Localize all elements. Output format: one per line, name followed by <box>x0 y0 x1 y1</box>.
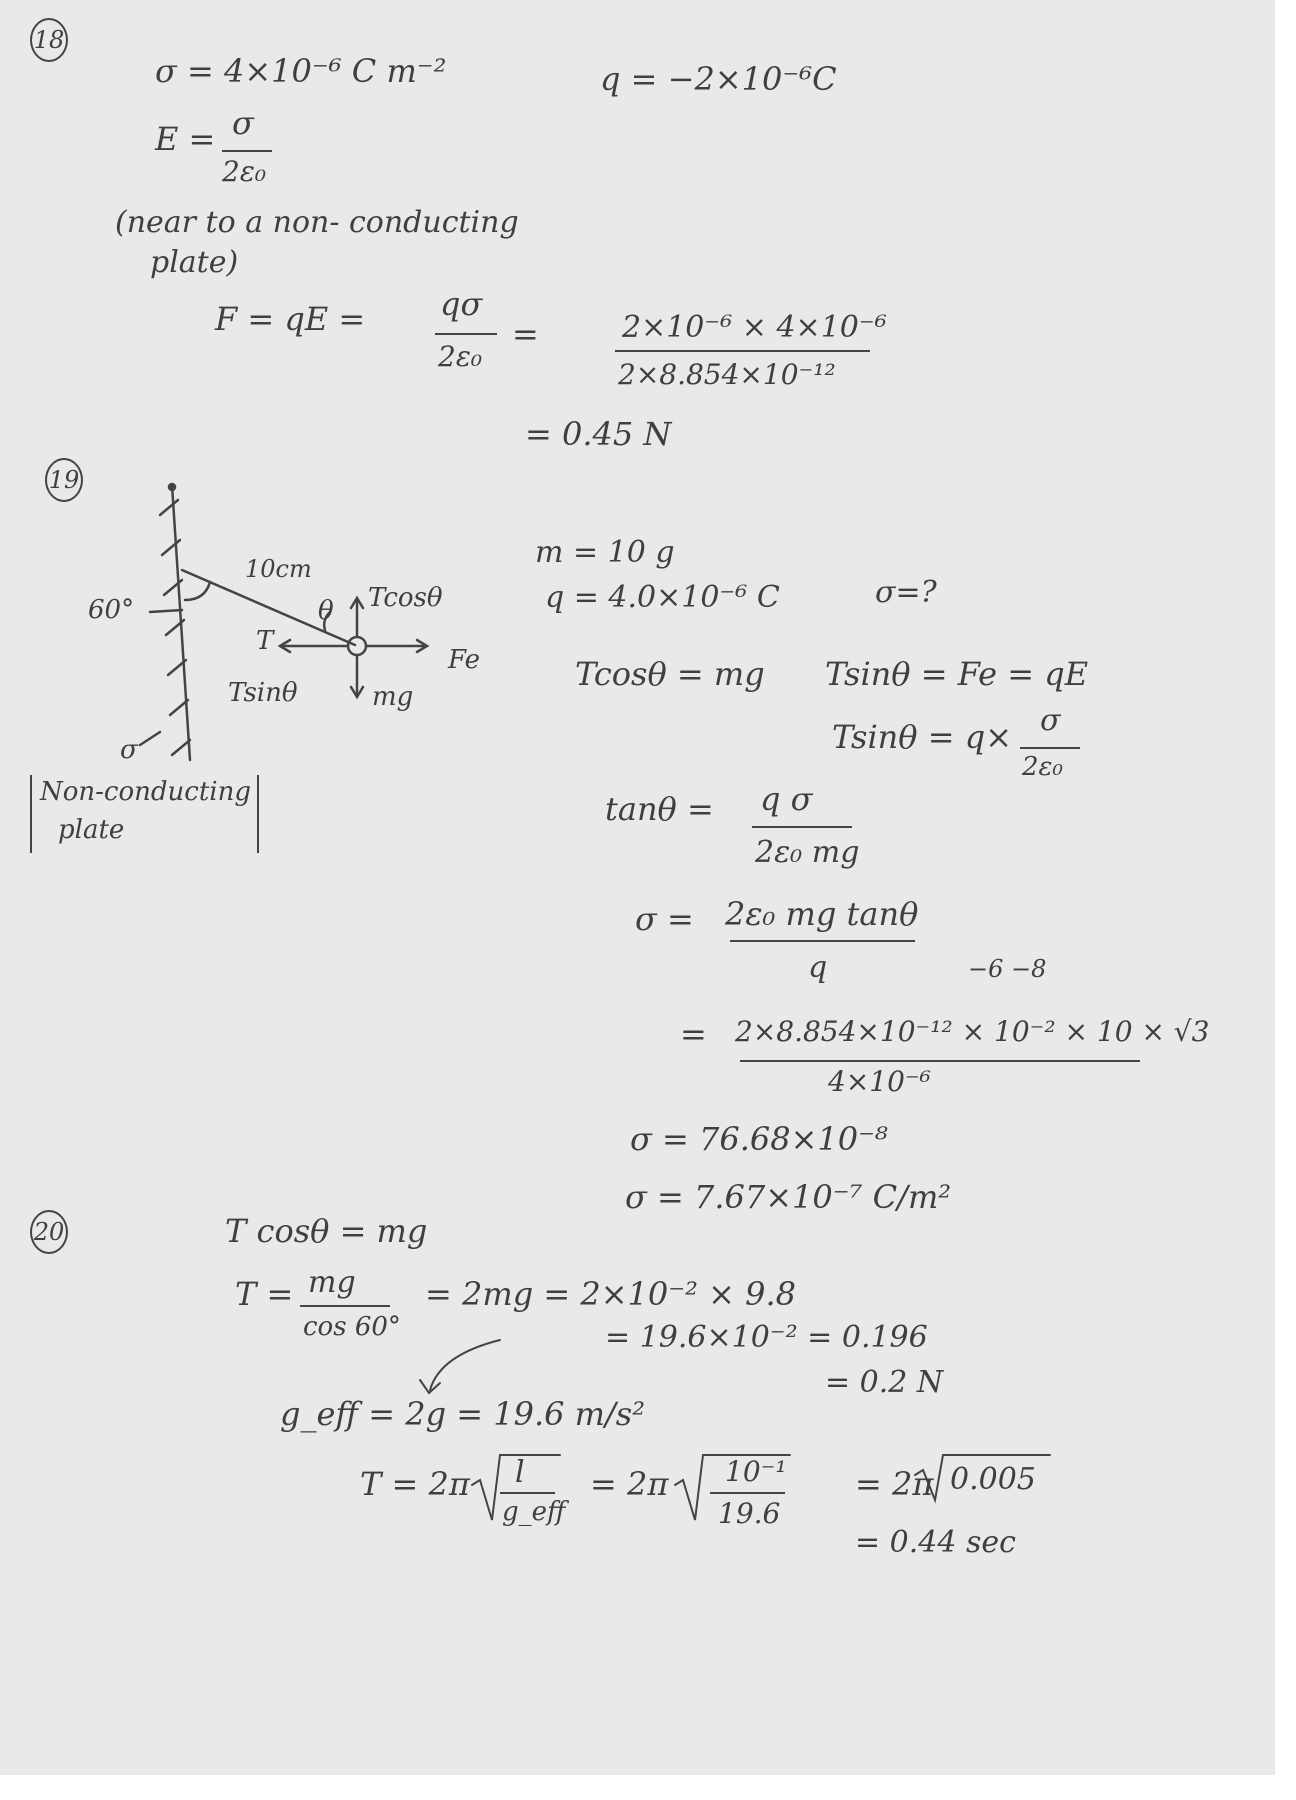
electric-force-label: Fe <box>448 645 481 675</box>
period-denominator-2: 19.6 <box>718 1497 781 1530</box>
sigma-result-1: σ = 76.68×10⁻⁸ <box>630 1120 888 1158</box>
tension-horizontal-label: Tsinθ <box>228 678 298 708</box>
tension-numerator: mg <box>308 1265 356 1300</box>
calc-numerator: 2×8.854×10⁻¹² × 10⁻² × 10 × √3 <box>735 1015 1210 1048</box>
plate-charge-label: σ <box>120 735 138 765</box>
force-calc-denominator: 2×8.854×10⁻¹² <box>618 358 836 391</box>
sigma-lhs: σ = <box>635 900 694 938</box>
effective-gravity: g_eff = 2g = 19.6 m/s² <box>280 1395 646 1433</box>
unknown-sigma: σ=? <box>875 575 937 610</box>
mass-value: m = 10 g <box>535 535 675 570</box>
surface-charge-density: σ = 4×10⁻⁶ C m⁻² <box>155 52 447 90</box>
tension-balance-eq: T cosθ = mg <box>225 1212 428 1250</box>
force-lhs: F = qE = <box>215 300 366 338</box>
plate-caption-line-1: Non-conducting <box>40 777 251 807</box>
force-denominator: 2ε₀ <box>438 340 483 373</box>
charge-value-19: q = 4.0×10⁻⁶ C <box>545 580 780 615</box>
question-number-19: 19 <box>45 458 83 502</box>
period-eq-2: = 2π <box>590 1465 669 1503</box>
period-numerator: l <box>515 1455 525 1490</box>
tension-vertical-label: Tcosθ <box>368 583 443 613</box>
calc-equals: = <box>680 1015 707 1053</box>
tension-calc: = 2mg = 2×10⁻² × 9.8 <box>425 1275 796 1313</box>
note-line-1: (near to a non- conducting <box>115 205 519 240</box>
tension-result: = 0.2 N <box>825 1365 944 1400</box>
plate-caption-line-2: plate <box>58 815 125 845</box>
field-numerator: σ <box>232 104 254 142</box>
force-equals: = <box>512 315 539 353</box>
question-number-18: 18 <box>30 18 68 62</box>
string-length-label: 10cm <box>245 555 312 583</box>
period-lhs: T = 2π <box>360 1465 470 1503</box>
exponent-annotations: −6 −8 <box>968 955 1047 983</box>
vertical-balance-eq: Tcosθ = mg <box>575 655 765 693</box>
note-line-2: plate) <box>150 245 239 280</box>
force-numerator: qσ <box>440 285 483 323</box>
horizontal-expand-num: σ <box>1040 703 1061 738</box>
sigma-result-2: σ = 7.67×10⁻⁷ C/m² <box>625 1178 952 1216</box>
period-result: = 0.44 sec <box>855 1525 1016 1560</box>
calc-denominator: 4×10⁻⁶ <box>828 1065 931 1098</box>
tan-lhs: tanθ = <box>605 790 714 828</box>
horizontal-expand-den: 2ε₀ <box>1022 752 1063 782</box>
tension-denominator: cos 60° <box>303 1312 401 1342</box>
force-calc-numerator: 2×10⁻⁶ × 4×10⁻⁶ <box>622 310 887 345</box>
tan-numerator: q σ <box>760 780 813 818</box>
field-denominator: 2ε₀ <box>222 155 267 188</box>
tension-label: T <box>256 626 274 656</box>
sigma-denominator: q <box>808 950 828 985</box>
tension-calc-line-2: = 19.6×10⁻² = 0.196 <box>605 1320 928 1355</box>
wall-angle-label: 60° <box>88 595 135 625</box>
period-root-3: 0.005 <box>950 1462 1036 1497</box>
period-fraction-bar <box>500 1492 555 1494</box>
tension-lhs: T = <box>235 1275 294 1313</box>
weight-label: mg <box>372 682 414 712</box>
theta-label: θ <box>318 596 334 626</box>
period-denominator: g_eff <box>502 1497 566 1527</box>
question-number-20: 20 <box>30 1210 68 1254</box>
sigma-numerator: 2ε₀ mg tanθ <box>725 895 919 933</box>
charge-value: q = −2×10⁻⁶C <box>600 60 837 98</box>
force-result: = 0.45 N <box>525 415 672 453</box>
field-lhs: E = <box>155 120 216 158</box>
horizontal-expand-lhs: Tsinθ = q× <box>832 718 1012 756</box>
period-eq-3: = 2π <box>855 1465 934 1503</box>
horizontal-balance-eq: Tsinθ = Fe = qE <box>825 655 1089 693</box>
period-numerator-2: 10⁻¹ <box>725 1455 787 1488</box>
tan-denominator: 2ε₀ mg <box>755 835 860 870</box>
period-fraction-bar-2 <box>710 1492 785 1494</box>
